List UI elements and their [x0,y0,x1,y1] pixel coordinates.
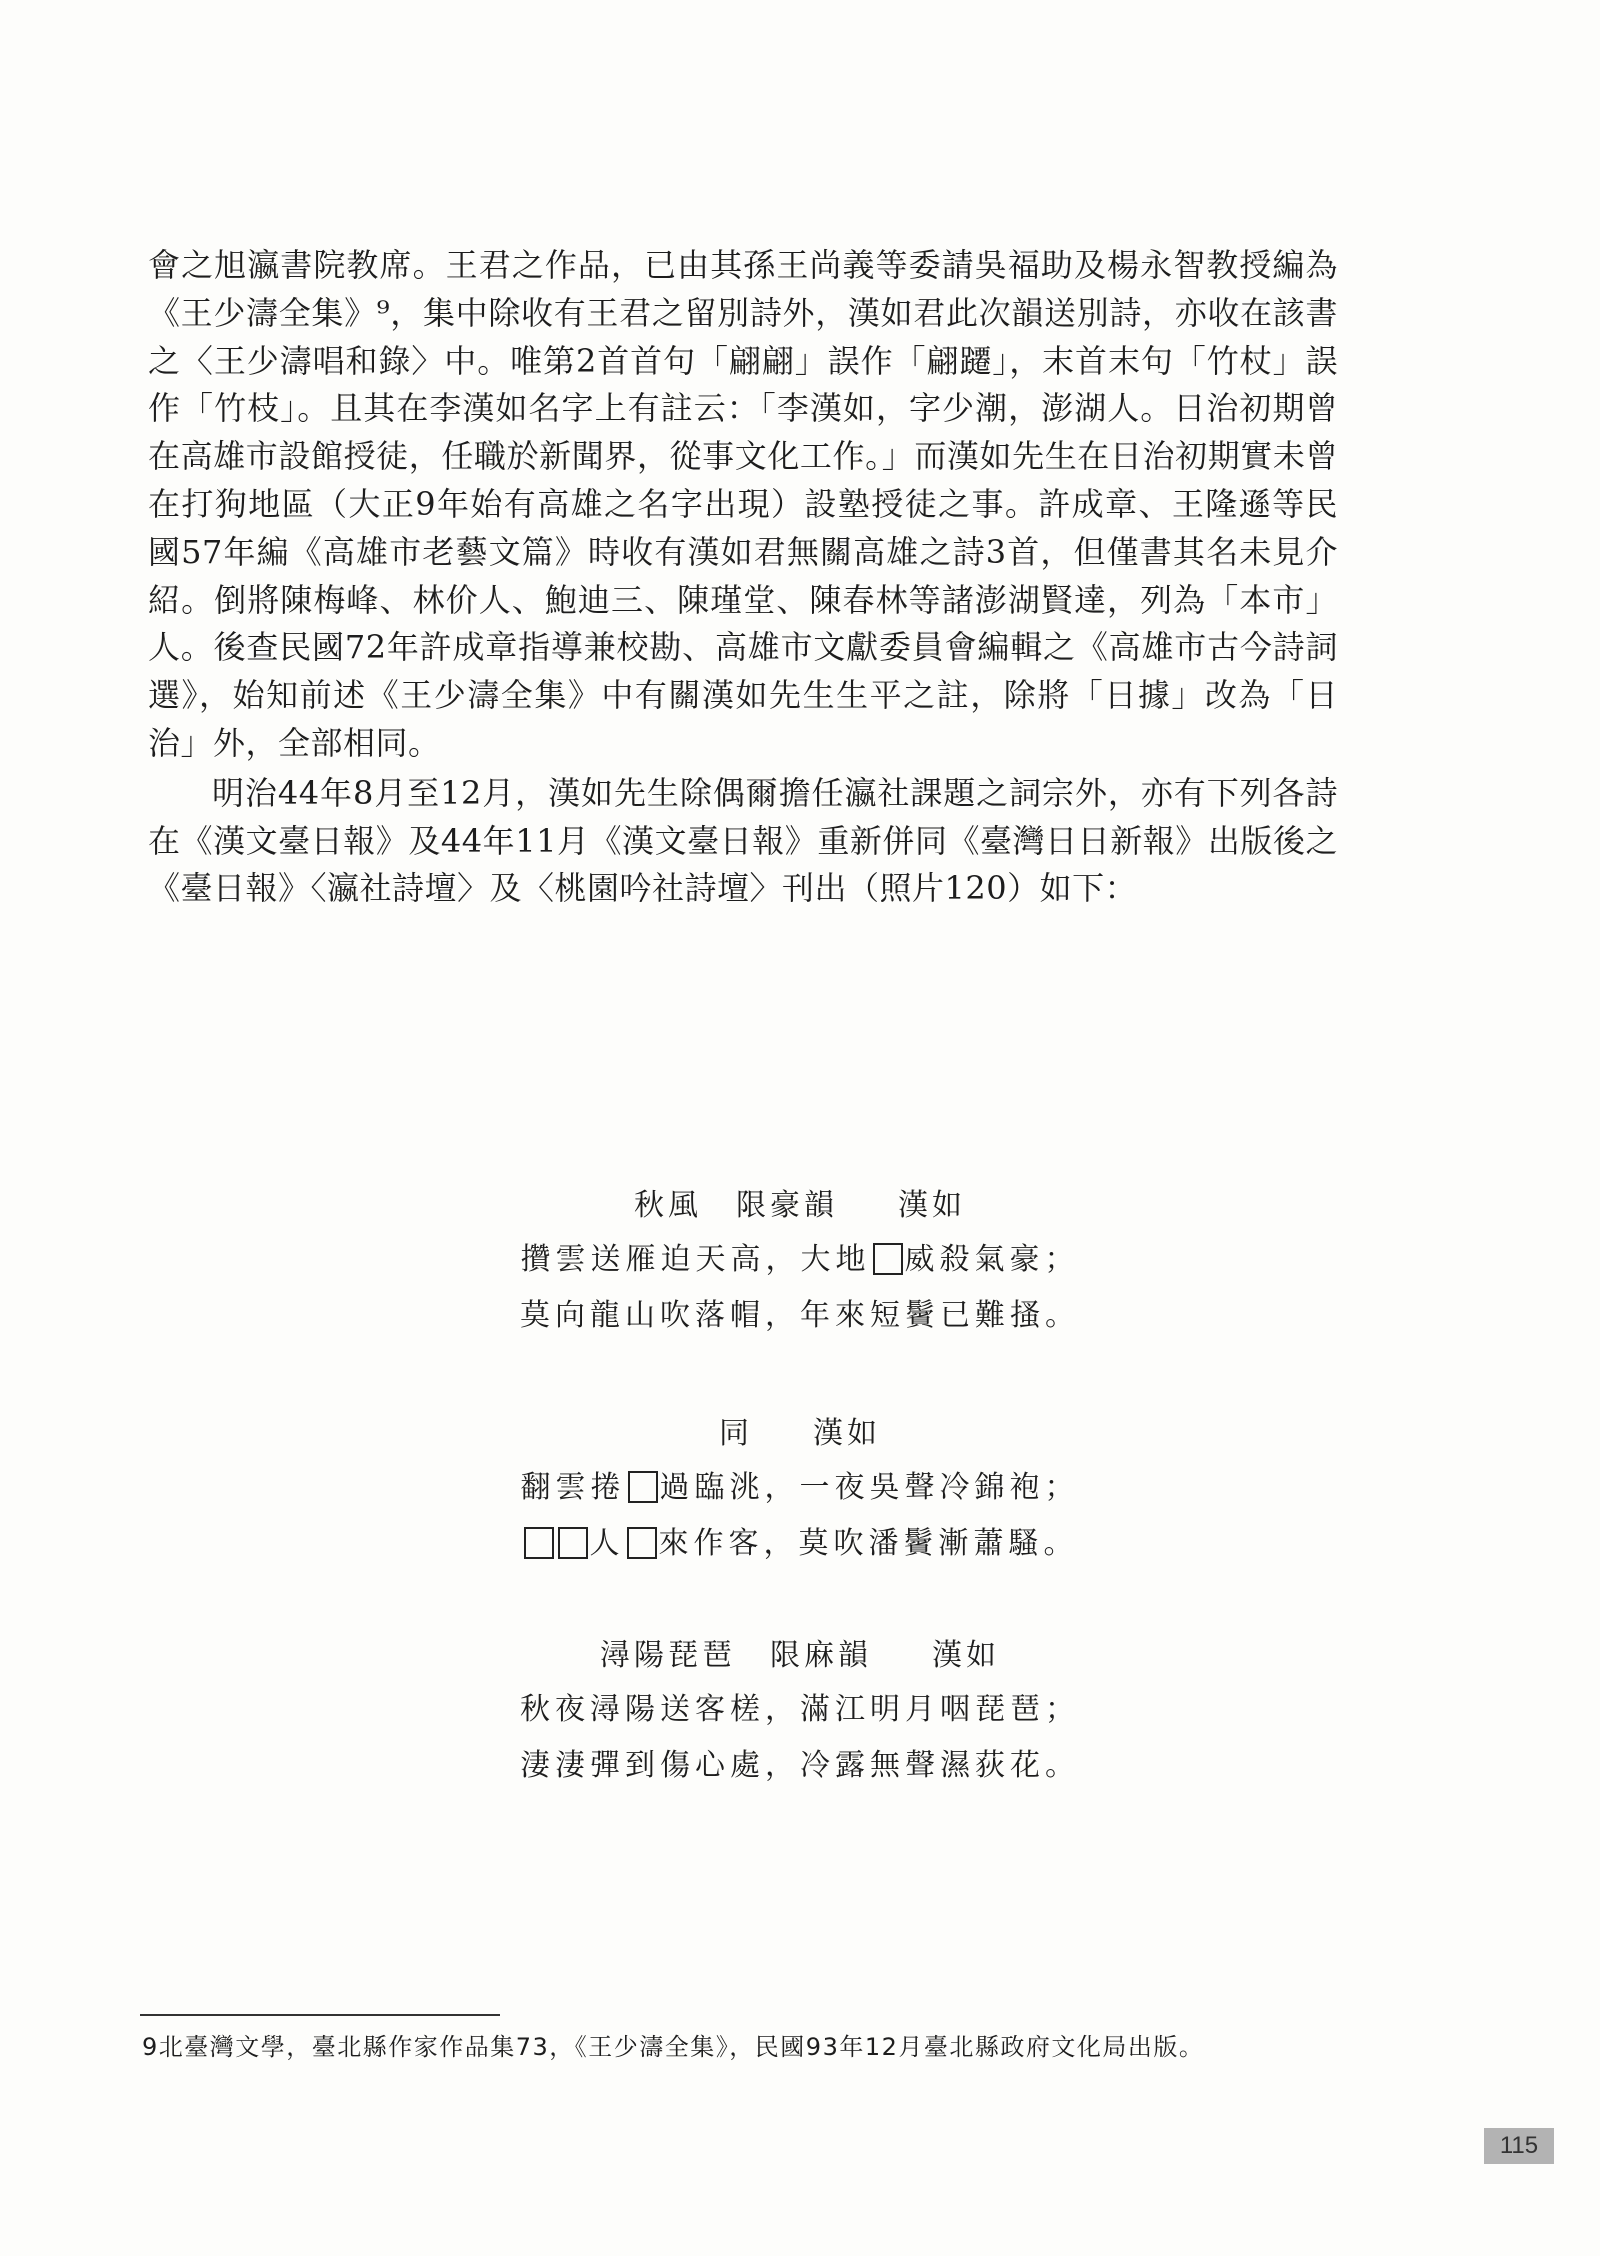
poem-line: 人 來作客，莫吹潘鬢漸蕭騷。 [0,1516,1600,1572]
page-number: 115 [1484,2128,1554,2164]
missing-character-box [628,1471,658,1503]
poem-heading [0,1408,1600,1460]
poem-line: 翻雲捲 過臨洮，一夜吳聲冷錦袍； [520,1470,1080,1505]
missing-character-box [627,1527,657,1559]
poem-xunyang-pipa [0,1630,1600,1794]
body-text [148,240,1338,913]
missing-character-box [873,1243,903,1275]
poem-line: 莫向龍山吹落帽，年來短鬢已難搔。 [520,1298,1080,1333]
poem-title: 潯陽琵琶 [600,1638,736,1673]
poem-rhyme: 限麻韻 [770,1638,872,1673]
poem-line: 攢雲送雁迫天高，大地 威殺氣豪； [520,1242,1080,1277]
poem-autumn-wind [0,1180,1600,1344]
missing-character-box [558,1527,588,1559]
poem-title: 同 [719,1416,753,1451]
poem-heading [0,1630,1600,1682]
missing-character-box [524,1527,554,1559]
poem-author: 漢如 [932,1638,1000,1673]
poem-author: 漢如 [898,1188,966,1223]
poem-title: 秋風 [634,1188,702,1223]
poem-line: 秋夜潯陽送客槎，滿江明月咽琵琶； [520,1692,1080,1727]
poem-heading [0,1180,1600,1232]
poem-same-title [0,1408,1600,1572]
footnote-divider [140,2014,500,2016]
paragraph-meiji-44: 明治44年8月至12月，漢如先生除偶爾擔任瀛社課題之詞宗外，亦有下列各詩在《漢文臺日報》及44年11月《漢文臺日報》重新併同《臺灣日日新報》出版後之《臺日報》〈瀛社詩壇〉及〈桃園吟社詩壇〉刊出（照片120）如下： [148,773,1338,908]
paragraph-continued: 會之旭瀛書院教席。王君之作品，已由其孫王尚義等委請吳福助及楊永智教授編為《王少濤全集》⁹，集中除收有王君之留別詩外，漢如君此次韻送別詩，亦收在該書之〈王少濤唱和錄〉中。唯第2首首句「翩翩」誤作「翩躚」，末首末句「竹杖」誤作「竹枝」。且其在李漢如名字上有註云：「李漢如，字少潮，澎湖人。日治初期曾在高雄市設館授徒，任職於新聞界，從事文化工作。」而漢如先生在日治初期實未曾在打狗地區（大正9年始有高雄之名字出現）設塾授徒之事。許成章、王隆遜等民國57年編《高雄市老藝文篇》時收有漢如君無關高雄之詩3首，但僅書其名未見介紹。倒將陳梅峰、林价人、鮑迪三、陳瑾堂、陳春林等諸澎湖賢達，列為「本市」人。後查民國72年許成章指導兼校勘、高雄市文獻委員會編輯之《高雄市古今詩詞選》，始知前述《王少濤全集》中有關漢如先生生平之註，除將「日據」改為「日治」外，全部相同。 [148,246,1338,762]
poem-line: 淒淒彈到傷心處，冷露無聲濕荻花。 [520,1748,1080,1783]
poem-rhyme: 限豪韻 [736,1188,838,1223]
footnote: 9北臺灣文學，臺北縣作家作品集73，《王少濤全集》，民國93年12月臺北縣政府文化局出版。 [142,2033,1205,2061]
poem-author: 漢如 [813,1416,881,1451]
